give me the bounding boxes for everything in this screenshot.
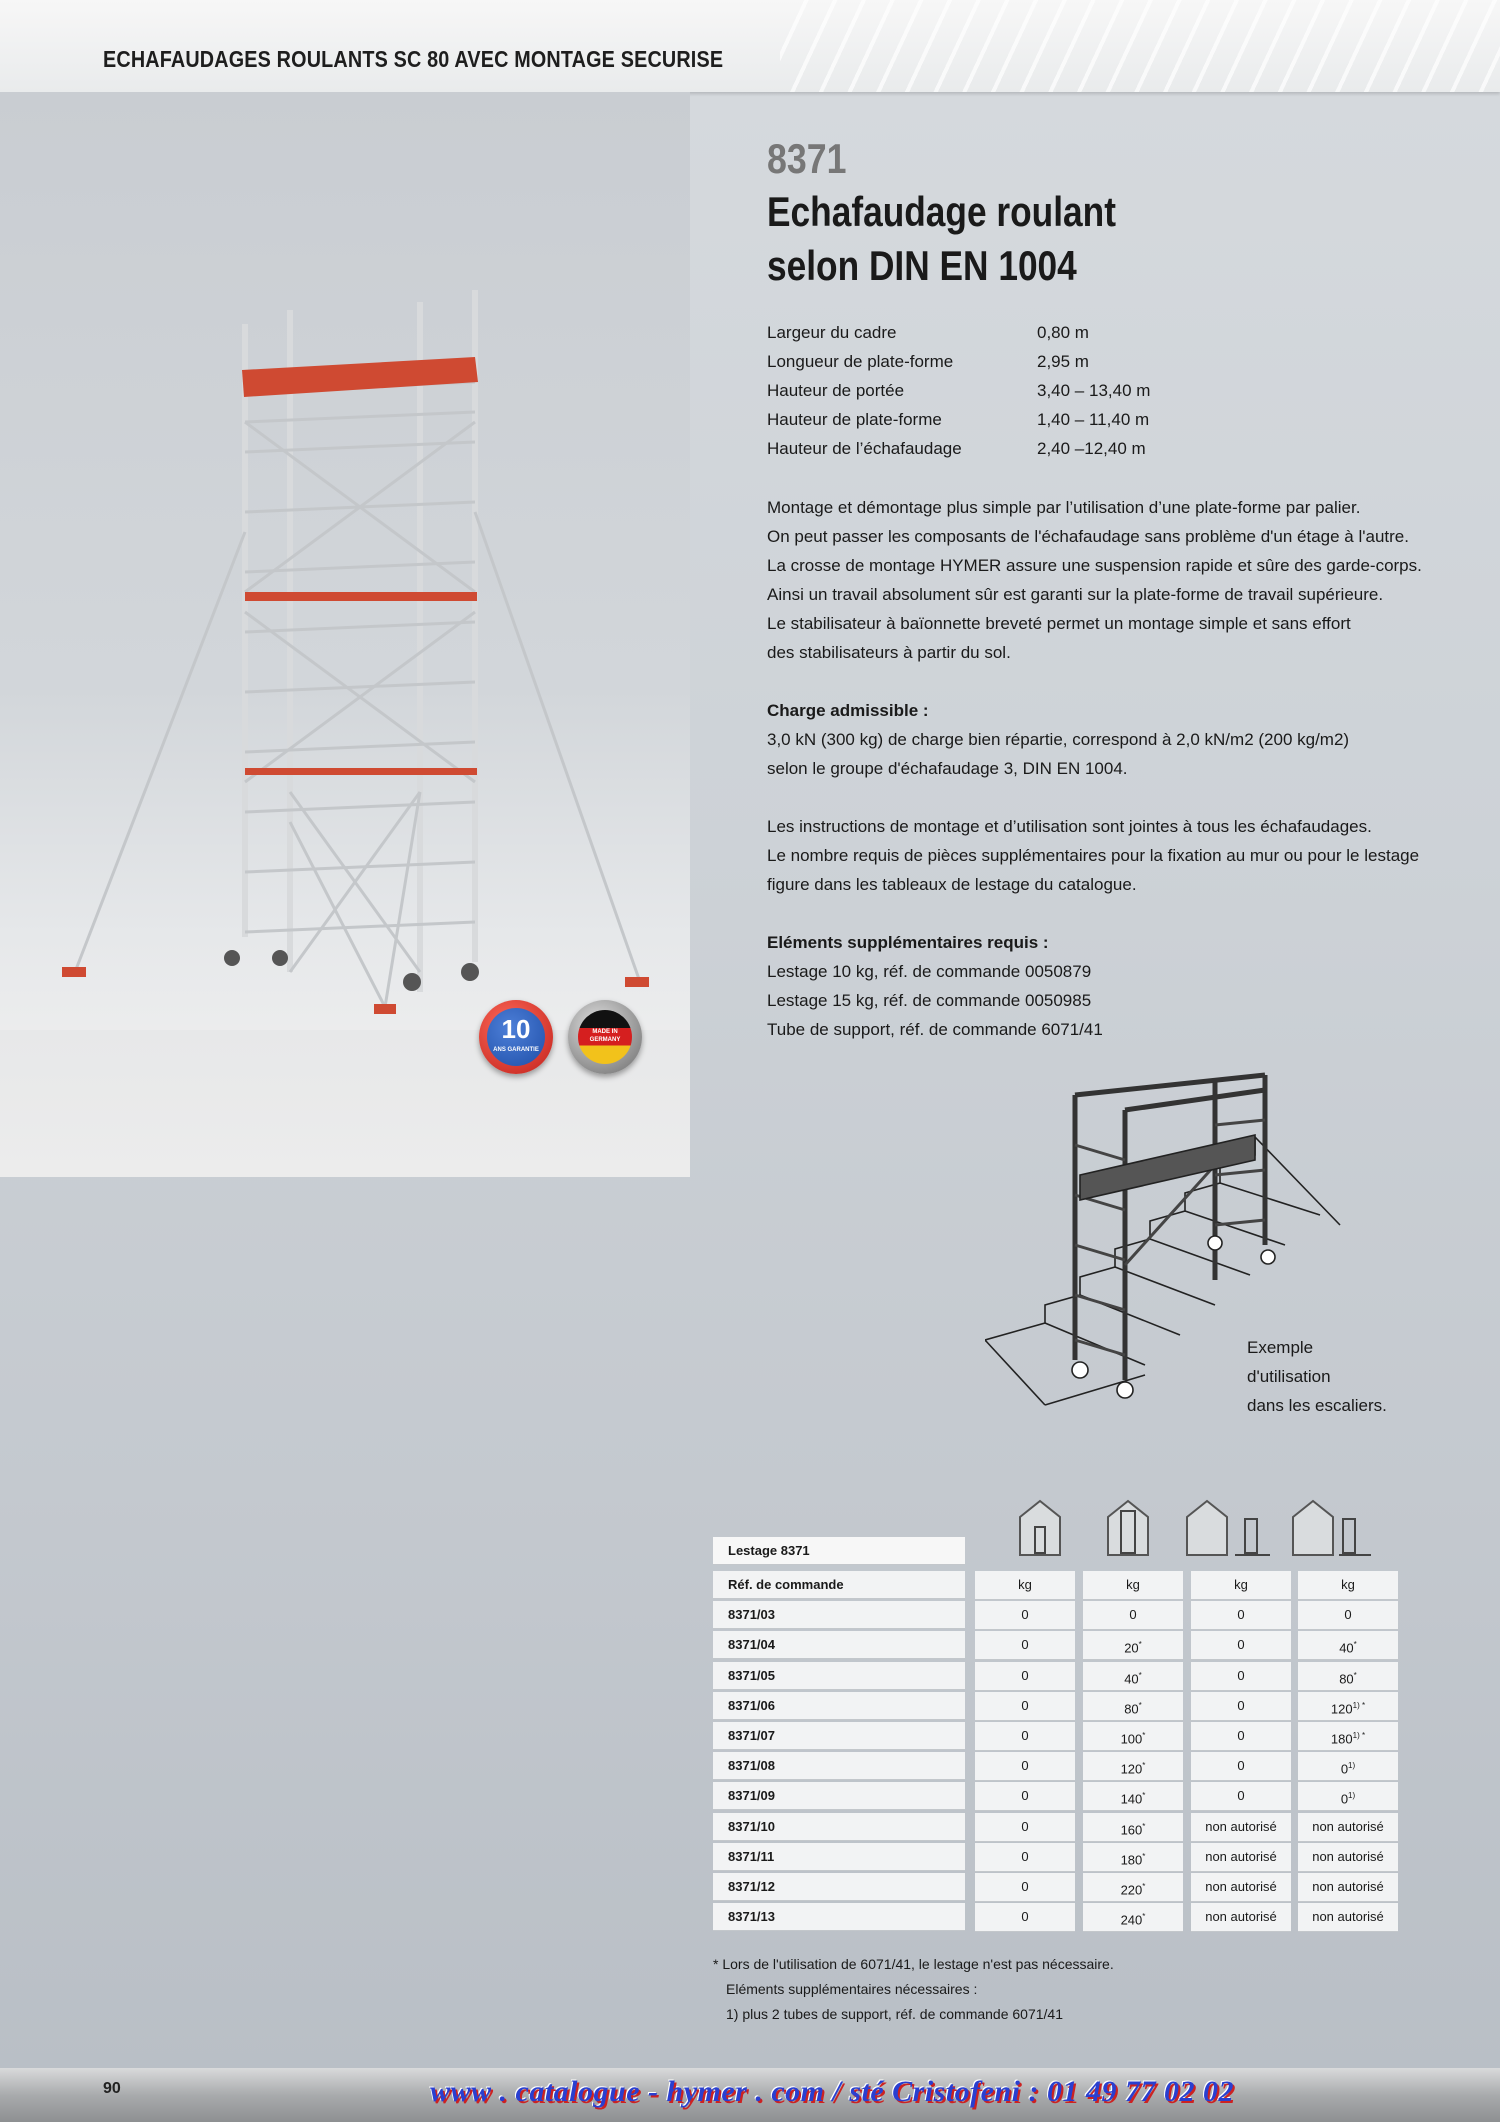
table-cell-text: 40 — [1339, 1640, 1354, 1656]
instructions-line: Le nombre requis de pièces supplémentaires pour la fixation au mur ou pour le lestage — [767, 846, 1420, 865]
table-cell-value — [1191, 1813, 1291, 1842]
indoor-single-scaffold-icon — [1015, 1499, 1065, 1557]
table-cell-ref — [713, 1873, 965, 1901]
spec-row — [767, 318, 1150, 347]
table-cell-value — [1083, 1692, 1183, 1721]
table-cell-text: 80 — [1339, 1670, 1354, 1686]
spec-label: Hauteur de plate-forme — [767, 410, 942, 429]
table-cell-value — [975, 1601, 1075, 1630]
extras-heading: Eléments supplémentaires requis : — [767, 933, 1049, 952]
table-cell-text: 8371/13 — [728, 1909, 775, 1925]
table-cell-footnote-mark: * — [1142, 1912, 1146, 1922]
description-line: Montage et démontage plus simple par l’utilisation d’une plate-forme par palier. — [767, 498, 1361, 517]
charge-line: 3,0 kN (300 kg) de charge bien répartie, correspond à 2,0 kN/m2 (200 kg/m2) — [767, 730, 1350, 749]
table-cell-ref — [713, 1813, 965, 1841]
charge-heading: Charge admissible : — [767, 701, 929, 720]
extras-line: Lestage 10 kg, réf. de commande 0050879 — [767, 962, 1092, 981]
made-in-label: MADE IN GERMANY — [589, 1029, 621, 1043]
table-cell-text: 120 — [1120, 1761, 1143, 1777]
table-cell-footnote-mark: 1) — [1348, 1761, 1356, 1771]
description-line: Ainsi un travail absolument sûr est garanti sur la plate-forme de travail supérieure. — [767, 585, 1384, 604]
table-cell-text: 0 — [1237, 1607, 1245, 1623]
table-cell-value — [975, 1752, 1075, 1781]
product-photo-panel — [0, 92, 690, 1085]
table-cell-ref — [713, 1601, 965, 1629]
table-header-ref: Réf. de commande — [713, 1571, 965, 1599]
table-cell-text: 0 — [1021, 1758, 1029, 1774]
table-cell-footnote-mark: 1) — [1348, 1791, 1356, 1801]
header-decoration — [780, 0, 1500, 92]
table-cell-value — [1298, 1601, 1398, 1630]
table-cell-footnote-mark: * — [1142, 1761, 1146, 1771]
table-cell-value — [1083, 1631, 1183, 1660]
stair-caption-line: d'utilisation — [1247, 1367, 1331, 1386]
table-cell-text: 220 — [1120, 1882, 1143, 1898]
product-title-line-1: Echafaudage roulant — [767, 188, 1116, 235]
table-cell-value — [1191, 1873, 1291, 1902]
table-cell-footnote-mark: * — [1138, 1640, 1142, 1650]
spec-value: 0,80 m — [1037, 323, 1089, 342]
table-cell-text: 0 — [1021, 1788, 1029, 1804]
table-cell-value — [1298, 1782, 1398, 1811]
table-cell-text: 0 — [1237, 1637, 1245, 1653]
table-cell-text: 8371/07 — [728, 1728, 775, 1743]
table-cell-text: 180 — [1330, 1731, 1353, 1747]
table-cell-text: 8371/11 — [728, 1848, 775, 1864]
table-cell-footnote-mark: * — [1142, 1791, 1146, 1801]
table-cell-text: 8371/10 — [728, 1818, 775, 1834]
table-cell-value — [1298, 1903, 1398, 1932]
table-cell-text: non autorisé — [1312, 1818, 1384, 1834]
spec-label: Largeur du cadre — [767, 323, 897, 342]
page-header-title: ECHAFAUDAGES ROULANTS SC 80 AVEC MONTAGE SECURISE — [103, 46, 724, 72]
table-cell-value — [1191, 1692, 1291, 1721]
table-cell-text: non autorisé — [1205, 1879, 1277, 1894]
table-cell-value — [1298, 1631, 1398, 1660]
table-header-unit: kg — [1298, 1571, 1398, 1600]
spec-label: Longueur de plate-forme — [767, 352, 954, 371]
table-cell-text: 0 — [1021, 1607, 1029, 1623]
table-cell-footnote-mark: * — [1142, 1821, 1146, 1831]
charge-line: selon le groupe d'échafaudage 3, DIN EN 1004. — [767, 759, 1128, 778]
stair-caption — [1247, 1333, 1387, 1420]
instructions-line: Les instructions de montage et d’utilisation sont jointes à tous les échafaudages. — [767, 817, 1372, 836]
specifications-list — [767, 318, 1150, 463]
warranty-label: ANS GARANTIE — [493, 1047, 539, 1053]
outdoor-freestanding-scaffold-icon — [1291, 1499, 1381, 1557]
table-cell-footnote-mark: * — [1353, 1670, 1357, 1680]
table-cell-footnote-mark: * — [1138, 1700, 1142, 1710]
table-cell-value — [975, 1873, 1075, 1902]
table-cell-value — [1191, 1843, 1291, 1872]
table-cell-text: non autorisé — [1205, 1818, 1277, 1834]
outdoor-building-scaffold-icon — [1185, 1499, 1275, 1557]
table-cell-text: 8371/05 — [728, 1667, 775, 1683]
warranty-badge — [479, 1000, 553, 1074]
table-cell-text: 0 — [1021, 1667, 1029, 1683]
header-band — [0, 0, 1500, 92]
product-number: 8371 — [767, 135, 847, 182]
table-cell-value — [1083, 1873, 1183, 1902]
table-cell-value — [1191, 1782, 1291, 1811]
indoor-tall-scaffold-icon — [1103, 1499, 1153, 1557]
table-cell-value — [1191, 1752, 1291, 1781]
table-cell-value — [975, 1722, 1075, 1751]
table-cell-value — [1298, 1843, 1398, 1872]
stair-caption-line: Exemple — [1247, 1338, 1314, 1357]
german-flag-icon — [578, 1010, 632, 1064]
website-banner[interactable]: www . catalogue - hymer . com / sté Cristofeni : 01 49 77 02 02 — [430, 2075, 1234, 2108]
table-cell-value — [1083, 1722, 1183, 1751]
table-cell-value — [975, 1903, 1075, 1932]
table-cell-text: non autorisé — [1205, 1848, 1277, 1864]
table-cell-text: non autorisé — [1312, 1879, 1384, 1894]
table-cell-text: 0 — [1340, 1791, 1349, 1807]
spec-row — [767, 434, 1150, 463]
table-cell-ref — [713, 1692, 965, 1720]
table-cell-text: 0 — [1021, 1728, 1029, 1743]
table-cell-value — [1083, 1752, 1183, 1781]
table-cell-text: 0 — [1237, 1697, 1245, 1713]
table-cell-value — [1083, 1903, 1183, 1932]
table-cell-footnote-mark: 1) * — [1352, 1731, 1366, 1740]
scaffold-photo-illustration — [0, 92, 690, 1085]
table-cell-text: 8371/04 — [728, 1637, 775, 1653]
table-header-unit: kg — [1083, 1571, 1183, 1600]
description-line: On peut passer les composants de l'échafaudage sans problème d'un étage à l'autre. — [767, 527, 1409, 546]
table-cell-text: 0 — [1021, 1848, 1029, 1864]
table-cell-value — [975, 1813, 1075, 1842]
table-cell-text: 0 — [1021, 1818, 1029, 1834]
charge-section — [767, 696, 1349, 783]
table-cell-text: 0 — [1021, 1909, 1029, 1925]
table-cell-value — [1298, 1752, 1398, 1781]
table-cell-ref — [713, 1752, 965, 1780]
table-cell-ref — [713, 1631, 965, 1659]
table-cell-value — [1191, 1662, 1291, 1691]
table-cell-value — [1083, 1601, 1183, 1630]
table-cell-text: non autorisé — [1312, 1848, 1384, 1864]
table-cell-ref — [713, 1722, 965, 1750]
table-cell-text: 0 — [1237, 1667, 1245, 1683]
table-cell-ref — [713, 1903, 965, 1931]
spec-value: 1,40 – 11,40 m — [1037, 410, 1150, 429]
extras-line: Lestage 15 kg, réf. de commande 0050985 — [767, 991, 1092, 1010]
table-cell-text: non autorisé — [1205, 1909, 1277, 1925]
table-cell-value — [1298, 1813, 1398, 1842]
table-cell-text: 100 — [1120, 1731, 1143, 1747]
table-cell-value — [975, 1631, 1075, 1660]
extras-line: Tube de support, réf. de commande 6071/41 — [767, 1020, 1103, 1039]
description-line: des stabilisateurs à partir du sol. — [767, 643, 1011, 662]
table-cell-value — [1191, 1722, 1291, 1751]
table-cell-value — [1191, 1601, 1291, 1630]
spec-row — [767, 376, 1150, 405]
product-title — [767, 185, 1116, 293]
table-cell-text: non autorisé — [1312, 1909, 1384, 1925]
table-cell-value — [975, 1662, 1075, 1691]
footnote-asterisk: * Lors de l'utilisation de 6071/41, le lestage n'est pas nécessaire. — [713, 1956, 1114, 1972]
description-paragraph — [767, 493, 1422, 667]
table-title: Lestage 8371 — [713, 1537, 965, 1565]
table-cell-value — [1298, 1662, 1398, 1691]
made-in-germany-badge — [568, 1000, 642, 1074]
footnote-extras-heading: Eléments supplémentaires nécessaires : — [726, 1981, 978, 1997]
table-cell-text: 0 — [1237, 1728, 1245, 1743]
spec-label: Hauteur de portée — [767, 381, 905, 400]
table-cell-text: 80 — [1124, 1701, 1139, 1717]
spec-label: Hauteur de l’échafaudage — [767, 439, 962, 458]
table-cell-text: 0 — [1344, 1607, 1352, 1623]
table-header-unit: kg — [1191, 1571, 1291, 1600]
table-header-unit: kg — [975, 1571, 1075, 1600]
footnote-1: 1) plus 2 tubes de support, réf. de commande 6071/41 — [726, 2006, 1063, 2022]
table-cell-value — [1083, 1813, 1183, 1842]
spec-value: 3,40 – 13,40 m — [1037, 381, 1151, 400]
table-cell-value — [975, 1843, 1075, 1872]
table-cell-text: 120 — [1330, 1701, 1353, 1717]
table-cell-value — [975, 1782, 1075, 1811]
product-title-line-2: selon DIN EN 1004 — [767, 242, 1077, 289]
table-cell-footnote-mark: * — [1138, 1670, 1142, 1680]
spec-row — [767, 405, 1150, 434]
table-cell-text: 0 — [1129, 1607, 1137, 1623]
table-cell-text: 240 — [1120, 1912, 1143, 1928]
table-cell-text: 8371/03 — [728, 1607, 775, 1623]
table-cell-footnote-mark: * — [1353, 1640, 1357, 1650]
table-cell-text: 0 — [1021, 1637, 1029, 1653]
table-cell-value — [1298, 1722, 1398, 1751]
table-cell-ref — [713, 1662, 965, 1690]
table-cell-text: 0 — [1237, 1788, 1245, 1804]
description-line: La crosse de montage HYMER assure une suspension rapide et sûre des garde-corps. — [767, 556, 1422, 575]
table-cell-value — [1083, 1782, 1183, 1811]
table-cell-value — [1298, 1692, 1398, 1721]
table-cell-value — [975, 1692, 1075, 1721]
table-cell-footnote-mark: * — [1142, 1851, 1146, 1861]
table-cell-text: 160 — [1120, 1821, 1143, 1837]
table-cell-text: 0 — [1237, 1758, 1245, 1774]
spec-row — [767, 347, 1150, 376]
table-cell-text: 180 — [1120, 1852, 1143, 1868]
table-cell-ref — [713, 1782, 965, 1810]
description-line: Le stabilisateur à baïonnette breveté permet un montage simple et sans effort — [767, 614, 1351, 633]
table-cell-footnote-mark: * — [1142, 1731, 1146, 1740]
table-cell-text: 8371/09 — [728, 1788, 775, 1804]
spec-value: 2,40 –12,40 m — [1037, 439, 1146, 458]
warranty-number: 10 — [501, 1014, 531, 1044]
table-cell-text: 8371/12 — [728, 1879, 775, 1894]
instructions-paragraph — [767, 812, 1419, 899]
table-cell-text: 8371/08 — [728, 1758, 775, 1774]
table-cell-footnote-mark: 1) * — [1352, 1700, 1366, 1710]
spec-value: 2,95 m — [1037, 352, 1089, 371]
table-cell-value — [1083, 1662, 1183, 1691]
table-cell-text: 0 — [1340, 1761, 1349, 1777]
table-cell-value — [1191, 1903, 1291, 1932]
table-cell-text: 8371/06 — [728, 1697, 775, 1713]
table-footnotes — [713, 1952, 1114, 2027]
table-cell-text: 0 — [1021, 1697, 1029, 1713]
table-cell-value — [1083, 1843, 1183, 1872]
stair-caption-line: dans les escaliers. — [1247, 1396, 1387, 1415]
table-cell-text: 20 — [1124, 1640, 1139, 1656]
extras-section — [767, 928, 1103, 1044]
table-cell-text: 0 — [1021, 1879, 1029, 1894]
table-cell-text: 40 — [1124, 1670, 1139, 1686]
instructions-line: figure dans les tableaux de lestage du catalogue. — [767, 875, 1137, 894]
table-cell-footnote-mark: * — [1142, 1882, 1146, 1891]
page-number: 90 — [103, 2080, 121, 2097]
table-cell-value — [1191, 1631, 1291, 1660]
table-cell-text: 140 — [1120, 1791, 1143, 1807]
table-cell-value — [1298, 1873, 1398, 1902]
table-cell-ref — [713, 1843, 965, 1871]
